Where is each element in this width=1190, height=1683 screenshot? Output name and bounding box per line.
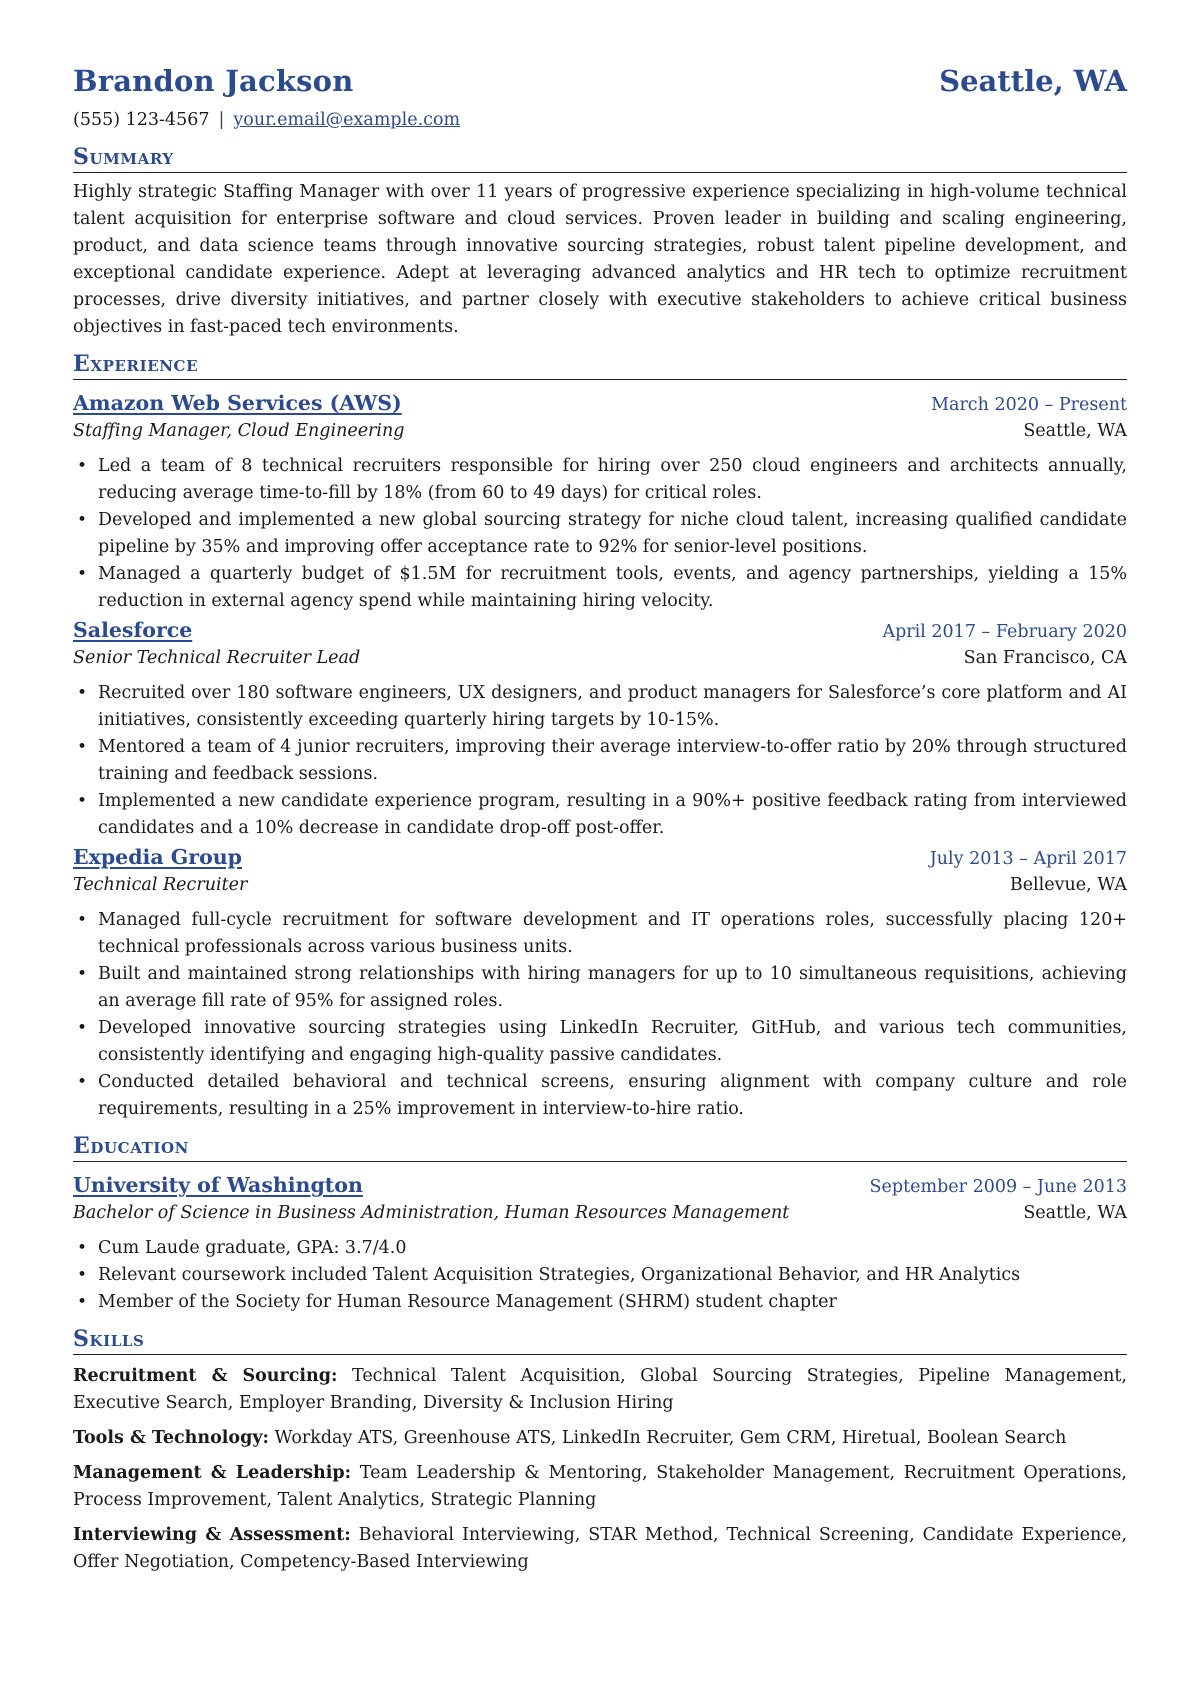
education-location: Seattle, WA	[1023, 1203, 1127, 1223]
school-link[interactable]: University of Washington	[73, 1173, 363, 1197]
list-item: • Cum Laude graduate, GPA: 3.7/4.0	[73, 1235, 1127, 1262]
skill-label: Tools & Technology:	[73, 1428, 269, 1448]
education-dates: September 2009 – June 2013	[869, 1177, 1127, 1197]
list-item: • Led a team of 8 technical recruiters responsible for hiring over 250 cloud engineers and architects annually, reducing average time-to-fill by 18% (from 60 to 49 days) for critical roles.	[73, 453, 1127, 507]
skill-group	[73, 1522, 1127, 1576]
list-item: • Mentored a team of 4 junior recruiters, improving their average interview-to-offer ratio by 20% through structured training and feedback sessions.	[73, 734, 1127, 788]
job-bullets	[73, 453, 1127, 615]
resume-page	[73, 64, 1127, 1576]
section-title-education: Education	[73, 1133, 1127, 1162]
list-item: • Developed and implemented a new global sourcing strategy for niche cloud talent, increasing qualified candidate pipeline by 35% and improving offer acceptance rate to 92% for senior-level positions.	[73, 507, 1127, 561]
email-link[interactable]: your.email@example.com	[233, 110, 461, 130]
skill-group	[73, 1363, 1127, 1417]
list-item: • Developed innovative sourcing strategies using LinkedIn Recruiter, GitHub, and various tech communities, consistently identifying and engaging high-quality passive candidates.	[73, 1015, 1127, 1069]
experience-entry	[73, 615, 1127, 842]
job-location: San Francisco, CA	[963, 648, 1127, 668]
job-bullets	[73, 907, 1127, 1123]
candidate-name: Brandon Jackson	[73, 64, 354, 98]
company-link[interactable]: Amazon Web Services (AWS)	[73, 391, 402, 415]
job-location: Seattle, WA	[1023, 421, 1127, 441]
phone-number: (555) 123-4567	[73, 110, 210, 130]
skill-label: Management & Leadership:	[73, 1463, 352, 1483]
list-item: • Relevant coursework included Talent Acquisition Strategies, Organizational Behavior, and HR Analytics	[73, 1262, 1127, 1289]
job-location: Bellevue, WA	[1009, 875, 1127, 895]
list-item: • Recruited over 180 software engineers, UX designers, and product managers for Salesforce’s core platform and AI initiatives, consistently exceeding quarterly hiring targets by 10-15%.	[73, 680, 1127, 734]
section-title-skills: Skills	[73, 1326, 1127, 1355]
experience-entry	[73, 388, 1127, 615]
skill-items: Behavioral Interviewing, STAR Method, Technical Screening, Candidate Experience, Offer Negotiation, Competency-Based Interviewing	[73, 1525, 1127, 1572]
skill-group	[73, 1460, 1127, 1514]
section-title-experience: Experience	[73, 351, 1127, 380]
job-dates: April 2017 – February 2020	[882, 622, 1127, 642]
list-item: • Built and maintained strong relationships with hiring managers for up to 10 simultaneous requisitions, achieving an average fill rate of 95% for assigned roles.	[73, 961, 1127, 1015]
skill-items: Technical Talent Acquisition, Global Sourcing Strategies, Pipeline Management, Executive Search, Employer Branding, Diversity & Inclusion Hiring	[73, 1366, 1127, 1413]
skill-label: Recruitment & Sourcing:	[73, 1366, 338, 1386]
skill-items: Workday ATS, Greenhouse ATS, LinkedIn Recruiter, Gem CRM, Hiretual, Boolean Search	[274, 1428, 1067, 1448]
list-item: • Managed full-cycle recruitment for software development and IT operations roles, successfully placing 120+ technical professionals across various business units.	[73, 907, 1127, 961]
job-role: Senior Technical Recruiter Lead	[73, 648, 361, 668]
header	[73, 64, 1127, 104]
skill-group	[73, 1425, 1127, 1452]
skill-items: Team Leadership & Mentoring, Stakeholder Management, Recruitment Operations, Process Improvement, Talent Analytics, Strategic Planning	[73, 1463, 1127, 1510]
list-item: • Managed a quarterly budget of $1.5M for recruitment tools, events, and agency partnerships, yielding a 15% reduction in external agency spend while maintaining hiring velocity.	[73, 561, 1127, 615]
company-link[interactable]: Salesforce	[73, 618, 193, 642]
degree: Bachelor of Science in Business Administration, Human Resources Management	[73, 1203, 790, 1223]
list-item: • Conducted detailed behavioral and technical screens, ensuring alignment with company culture and role requirements, resulting in a 25% improvement in interview-to-hire ratio.	[73, 1069, 1127, 1123]
contact-line	[73, 110, 1127, 134]
job-dates: March 2020 – Present	[931, 395, 1127, 415]
list-item: • Member of the Society for Human Resource Management (SHRM) student chapter	[73, 1289, 1127, 1316]
experience-entry	[73, 842, 1127, 1123]
job-dates: July 2013 – April 2017	[929, 849, 1127, 869]
job-role: Technical Recruiter	[73, 875, 248, 895]
job-bullets	[73, 680, 1127, 842]
skill-label: Interviewing & Assessment:	[73, 1525, 351, 1545]
candidate-location: Seattle, WA	[939, 64, 1127, 98]
education-entry	[73, 1170, 1127, 1316]
section-title-summary: Summary	[73, 144, 1127, 173]
list-item: • Implemented a new candidate experience program, resulting in a 90%+ positive feedback rating from interviewed candidates and a 10% decrease in candidate drop-off post-offer.	[73, 788, 1127, 842]
summary-text: Highly strategic Staffing Manager with over 11 years of progressive experience specializing in high-volume technical talent acquisition for enterprise software and cloud services. Proven leader in building and scaling engineering, product, and data science teams through innovative sourcing strategies, robust talent pipeline development, and exceptional candidate experience. Adept at leveraging advanced analytics and HR tech to optimize recruitment processes, drive diversity initiatives, and partner closely with executive stakeholders to achieve critical business objectives in fast-paced tech environments.	[73, 182, 1127, 337]
company-link[interactable]: Expedia Group	[73, 845, 242, 869]
job-role: Staffing Manager, Cloud Engineering	[73, 421, 405, 441]
education-bullets	[73, 1235, 1127, 1316]
contact-separator: |	[218, 110, 225, 130]
